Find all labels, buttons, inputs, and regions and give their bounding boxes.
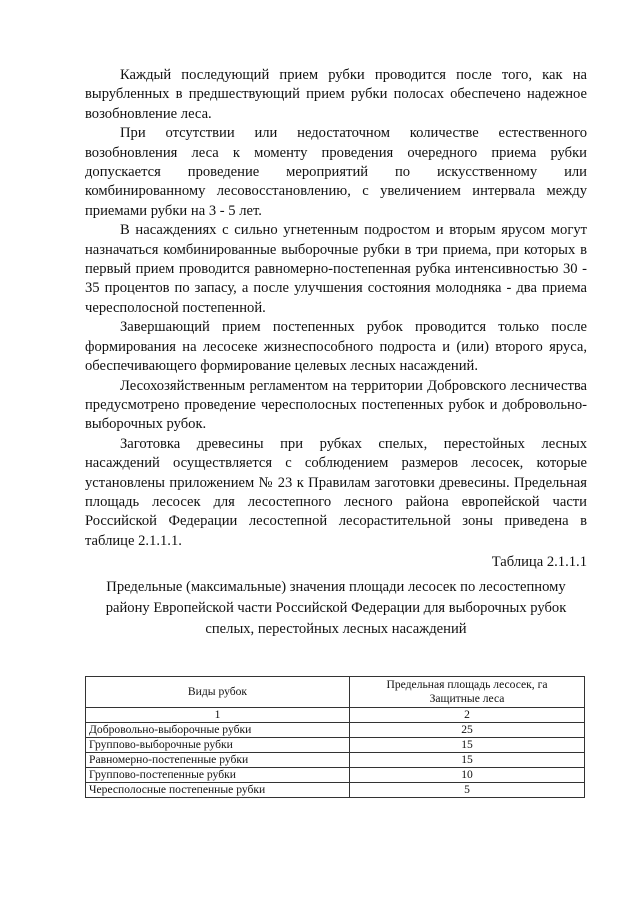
table-row bbox=[86, 723, 585, 738]
table-row bbox=[86, 753, 585, 768]
cut-type-cell: Добровольно-выборочные рубки bbox=[86, 723, 350, 738]
paragraph: Лесохозяйственным регламентом на территории Добровского лесничества предусмотрено проведение чересполосных постепенных рубок и добровольно-выборочных рубок. bbox=[85, 377, 587, 433]
header-cell-cut-types: Виды рубок bbox=[86, 677, 350, 708]
table-header-row bbox=[86, 677, 585, 708]
cut-type-cell: Группово-постепенные рубки bbox=[86, 768, 350, 783]
table-index-row bbox=[86, 708, 585, 723]
table-caption: Предельные (максимальные) значения площади лесосек по лесостепному району Европейской части Российской Федерации для выборочных рубок спелых, перестойных лесных насаждений bbox=[105, 578, 567, 637]
table-row bbox=[86, 768, 585, 783]
cut-type-cell: Чересполосные постепенные рубки bbox=[86, 783, 350, 798]
table-row bbox=[86, 783, 585, 798]
table-row bbox=[86, 738, 585, 753]
index-cell: 1 bbox=[86, 708, 350, 723]
header-protective-forests-label: Защитные леса bbox=[429, 692, 505, 705]
cut-type-cell: Группово-выборочные рубки bbox=[86, 738, 350, 753]
paragraph: Каждый последующий прием рубки проводится после того, как на вырубленных в предшествующий прием рубки полосах обеспечено надежное возобновление леса. bbox=[85, 67, 587, 122]
area-value-cell: 15 bbox=[350, 753, 585, 768]
area-value-cell: 10 bbox=[350, 768, 585, 783]
header-cell-max-area bbox=[350, 677, 585, 708]
header-max-area-label: Предельная площадь лесосек, га bbox=[386, 678, 548, 691]
index-cell: 2 bbox=[350, 708, 585, 723]
paragraph: В насаждениях с сильно угнетенным подростом и вторым ярусом могут назначаться комбинированные выборочные рубки в три приема, при которых в первый прием проводится равномерно-постепенная рубка интенсивностью 30 - 35 процентов по запасу, а после улучшения состояния молодняка - два приема чересполосной постепенной. bbox=[85, 222, 587, 316]
paragraph: При отсутствии или недостаточном количестве естественного возобновления леса к моменту проведения очередного приема рубки допускается проведение мероприятий по искусственному или комбинированному лесовосстановлению, с увеличением интервала между приемами рубки на 3 - 5 лет. bbox=[85, 125, 587, 219]
document-body bbox=[85, 66, 587, 640]
table-number: Таблица 2.1.1.1 bbox=[491, 554, 587, 571]
paragraph: Заготовка древесины при рубках спелых, перестойных лесных насаждений осуществляется с соблюдением размеров лесосек, которые установлены приложением № 23 к Правилам заготовки древесины. Предельная площадь лесосек для лесостепного лесного района европейской части Российской Федерации лесостепной лесорастительной зоны приведена в таблице 2.1.1.1. bbox=[85, 435, 587, 549]
clearing-area-limits-table bbox=[85, 676, 585, 798]
area-value-cell: 25 bbox=[350, 723, 585, 738]
area-value-cell: 15 bbox=[350, 738, 585, 753]
cut-type-cell: Равномерно-постепенные рубки bbox=[86, 753, 350, 768]
paragraph: Завершающий прием постепенных рубок проводится только после формирования на лесосеке жизнеспособного подроста и (или) второго яруса, обеспечивающего формирование целевых лесных насаждений. bbox=[85, 319, 587, 375]
area-value-cell: 5 bbox=[350, 783, 585, 798]
